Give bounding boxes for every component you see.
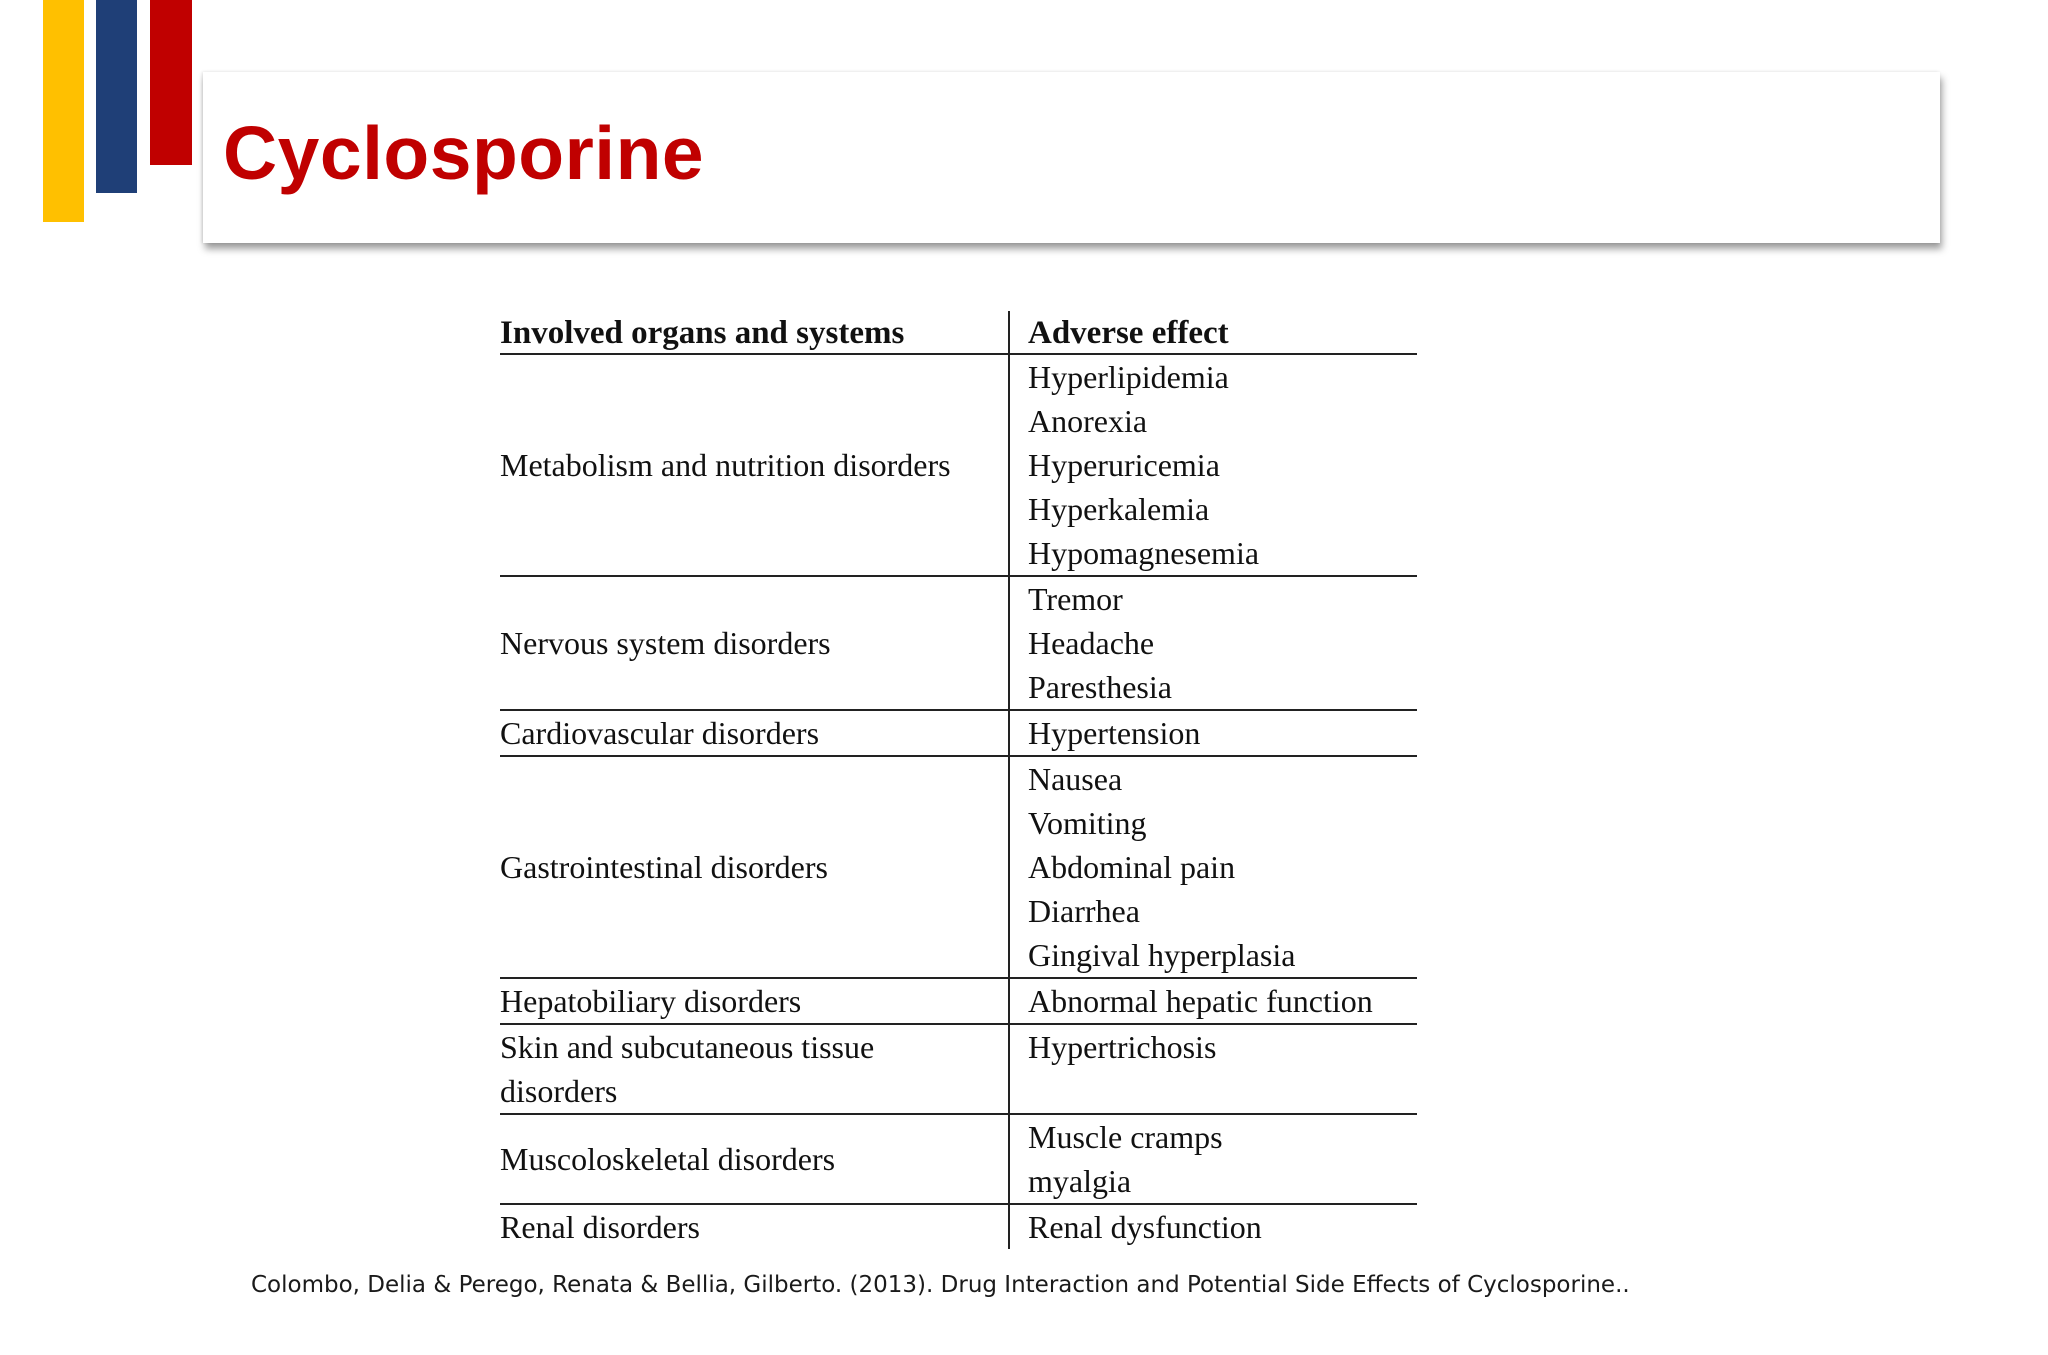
effects-cell: [1009, 1024, 1417, 1114]
adverse-effect-item: Hypomagnesemia: [1027, 535, 1260, 571]
organ-cell: Hepatobiliary disorders: [500, 978, 1009, 1024]
adverse-effect-item: Diarrhea: [1027, 893, 1140, 929]
table-row: [500, 576, 1417, 710]
organ-cell: Gastrointestinal disorders: [500, 756, 1009, 978]
adverse-effect-item: Hypertension: [1027, 715, 1201, 751]
table-row: [500, 710, 1417, 756]
table-row: [500, 1204, 1417, 1249]
adverse-effect-item: Tremor: [1027, 581, 1123, 617]
adverse-effect-item: Hyperkalemia: [1027, 491, 1210, 527]
effects-cell: [1009, 1114, 1417, 1204]
organ-cell: Skin and subcutaneous tissue disorders: [500, 1024, 1009, 1114]
adverse-effect-item: Abdominal pain: [1027, 849, 1236, 885]
header-organs: Involved organs and systems: [500, 311, 1009, 354]
table-row: [500, 1024, 1417, 1114]
table-header-row: [500, 311, 1417, 354]
organ-cell: Nervous system disorders: [500, 576, 1009, 710]
adverse-effect-item: myalgia: [1027, 1163, 1132, 1199]
title-card: [203, 72, 1940, 243]
page-title: Cyclosporine: [223, 111, 705, 195]
table-row: [500, 1114, 1417, 1204]
table-row: [500, 756, 1417, 978]
adverse-effect-item: Hypertrichosis: [1027, 1029, 1217, 1065]
organ-cell: Renal disorders: [500, 1204, 1009, 1249]
adverse-effect-item: Headache: [1027, 625, 1155, 661]
effects-cell: [1009, 354, 1417, 576]
effects-cell: [1009, 978, 1417, 1024]
citation: Colombo, Delia & Perego, Renata & Bellia, Gilberto. (2013). Drug Interaction and Potential Side Effects of Cyclosporine..: [251, 1272, 1630, 1298]
accent-bar-blue: [96, 0, 137, 193]
adverse-effect-item: Paresthesia: [1027, 669, 1172, 705]
organ-cell: Cardiovascular disorders: [500, 710, 1009, 756]
adverse-effect-item: Nausea: [1027, 761, 1123, 797]
adverse-effect-item: Hyperuricemia: [1027, 447, 1220, 483]
table-row: [500, 978, 1417, 1024]
effects-cell: [1009, 756, 1417, 978]
adverse-effect-item: Abnormal hepatic function: [1027, 983, 1373, 1019]
effects-cell: [1009, 1204, 1417, 1249]
adverse-effect-item: Anorexia: [1027, 403, 1148, 439]
organ-cell: Metabolism and nutrition disorders: [500, 354, 1009, 576]
adverse-effect-item: Muscle cramps: [1027, 1119, 1223, 1155]
accent-bar-red: [150, 0, 192, 165]
adverse-effect-item: Hyperlipidemia: [1027, 359, 1229, 395]
adverse-effect-item: Gingival hyperplasia: [1027, 937, 1296, 973]
table-body: [500, 354, 1417, 1249]
effects-cell: [1009, 576, 1417, 710]
adverse-effects-table: [500, 311, 1417, 1249]
adverse-effect-item: Renal dysfunction: [1027, 1209, 1262, 1245]
effects-cell: [1009, 710, 1417, 756]
adverse-effect-item: Vomiting: [1027, 805, 1147, 841]
accent-bar-yellow: [43, 0, 84, 222]
table-row: [500, 354, 1417, 576]
header-adverse-effect: Adverse effect: [1009, 311, 1417, 354]
organ-cell: Muscoloskeletal disorders: [500, 1114, 1009, 1204]
